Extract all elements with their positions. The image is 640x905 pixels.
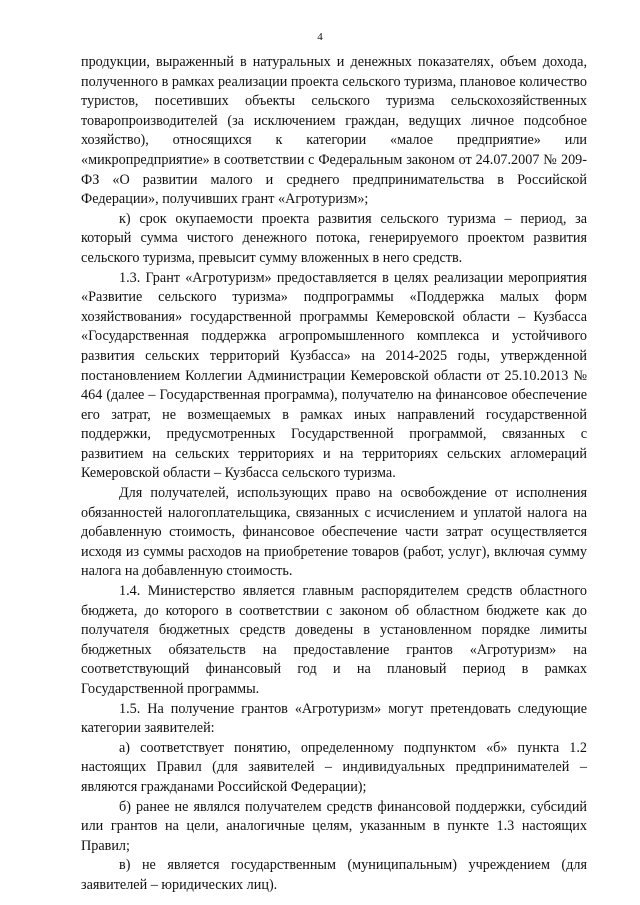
paragraph-1-3: 1.3. Грант «Агротуризм» предоставляется в целях реализации мероприятия «Развитие сельского туризма» подпрограммы «Поддержка малых форм хозяйствования» государственной программы Кемеровской области – Кузбасса «Государственная поддержка агропромышленного комплекса и устойчивого развития сельских территорий Кузбасса» на 2014-2025 годы, утвержденной постановлением Коллегии Администрации Кемеровской области от 25.10.2013 № 464 (далее – Государственная программа), получателю на финансовое обеспечение его затрат, не возмещаемых в рамках иных направлений государственной поддержки, предусмотренных Государственной программой, связанных с развитием на сельских территориях и на территориях сельских агломераций Кемеровской области – Кузбасса сельского туризма. — [81, 269, 587, 482]
document-body — [81, 53, 587, 896]
paragraph-1-4: 1.4. Министерство является главным распорядителем средств областного бюджета, до которого в соответствии с законом об областном бюджете как до получателя бюджетных средств доведены в установленном порядке лимиты бюджетных обязательств на предоставление грантов «Агротуризм» на соответствующий финансовый год и на плановый период в рамках Государственной программы. — [81, 583, 587, 697]
paragraph-item-a: а) соответствует понятию, определенному подпунктом «б» пункта 1.2 настоящих Правил (для заявителей – индивидуальных предпринимателей – являются гражданами Российской Федерации); — [81, 739, 587, 795]
paragraph-item-v: в) не является государственным (муниципальным) учреждением (для заявителей – юридических лиц). — [81, 857, 587, 893]
paragraph-item-b: б) ранее не являлся получателем средств финансовой поддержки, субсидий или грантов на цели, аналогичные целям, указанным в пункте 1.3 настоящих Правил; — [81, 798, 587, 854]
paragraph-continuation: продукции, выраженный в натуральных и денежных показателях, объем дохода, полученного в рамках реализации проекта сельского туризма, плановое количество туристов, посетивших объекты сельского туризма сельскохозяйственных товаропроизводителей (за исключением граждан, ведущих личное подсобное хозяйство), относящихся к категории «малое предприятие» или «микропредприятие» в соответствии с Федеральным законом от 24.07.2007 № 209-ФЗ «О развитии малого и среднего предпринимательства в Российской Федерации», получивших грант «Агротуризм»; — [81, 54, 587, 208]
paragraph-item-k: к) срок окупаемости проекта развития сельского туризма – период, за который сумма чистого денежного потока, генерируемого проектом развития сельского туризма, превысит сумму вложенных в него средств. — [81, 210, 587, 266]
paragraph-1-5: 1.5. На получение грантов «Агротуризм» могут претендовать следующие категории заявителей: — [81, 700, 587, 737]
page-number: 4 — [317, 31, 323, 43]
paragraph-vat: Для получателей, использующих право на освобождение от исполнения обязанностей налогоплательщика, связанных с исчислением и уплатой налога на добавленную стоимость, финансовое обеспечение части затрат осуществляется исходя из суммы расходов на приобретение товаров (работ, услуг), включая сумму налога на добавленную стоимость. — [81, 485, 587, 580]
